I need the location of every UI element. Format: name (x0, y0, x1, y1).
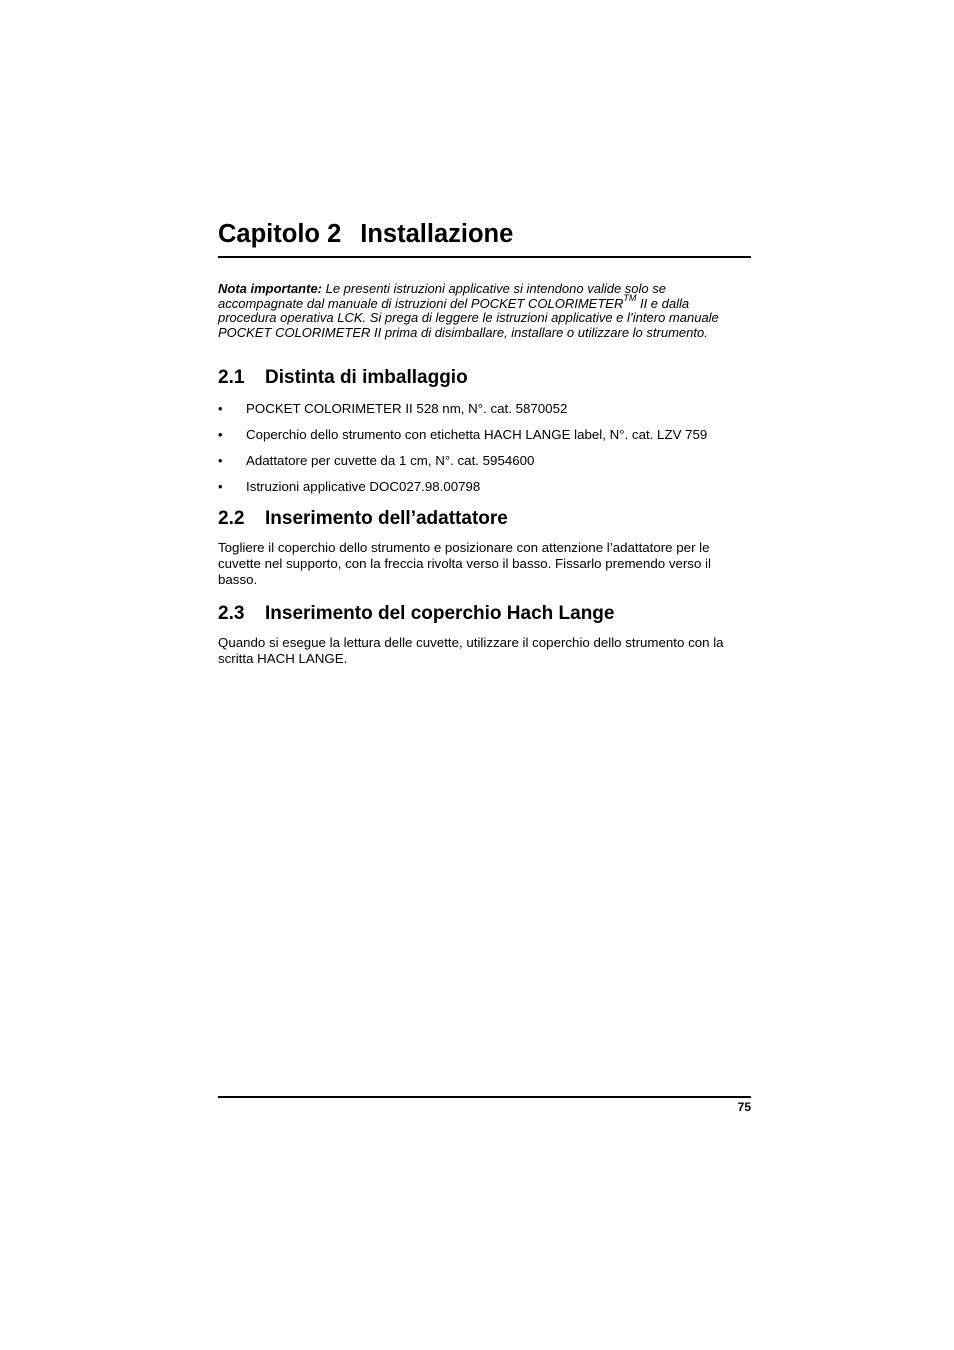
chapter-title (218, 218, 751, 250)
note-text-part2: II e dalla procedura operativa LCK. Si prega di leggere le istruzioni applicative e l’intero manuale POCKET COLORIMETER II prima di disimballare, installare o utilizzare lo strumento. (218, 295, 719, 340)
list-item-text: Coperchio dello strumento con etichetta HACH LANGE label, N°. cat. LZV 759 (246, 427, 708, 442)
list-item (218, 400, 751, 426)
bullet-icon: • (218, 401, 223, 416)
chapter-number: Capitolo 2 (218, 220, 342, 248)
section-body-2-3: Quando si esegue la lettura delle cuvette, utilizzare il coperchio dello strumento con la scritta HACH LANGE. (218, 635, 724, 666)
bullet-icon: • (218, 479, 223, 494)
section-heading-2-2 (218, 507, 751, 531)
list-item (218, 478, 751, 504)
section-heading-2-1 (218, 366, 751, 390)
note-lead: Nota importante: (218, 281, 322, 296)
section-title: Inserimento dell’adattatore (265, 508, 508, 529)
list-item-text: Adattatore per cuvette da 1 cm, N°. cat. 5954600 (246, 453, 535, 468)
section-heading-2-3 (218, 602, 751, 626)
section-number: 2.2 (218, 508, 245, 529)
list-item-text: POCKET COLORIMETER II 528 nm, N°. cat. 5870052 (246, 401, 568, 416)
page-number: 75 (737, 1100, 751, 1114)
chapter-name: Installazione (360, 220, 514, 248)
important-note (218, 282, 751, 340)
chapter-title-rule (218, 256, 751, 258)
bullet-icon: • (218, 427, 223, 442)
section-title: Inserimento del coperchio Hach Lange (265, 603, 615, 624)
packing-list (218, 400, 751, 504)
section-number: 2.3 (218, 603, 245, 624)
note-text-part1: Le presenti istruzioni applicative si intendono valide solo se accompagnate dal manuale di istruzioni del POCKET COLORIMETER (218, 281, 666, 311)
section-number: 2.1 (218, 367, 245, 388)
list-item (218, 452, 751, 478)
list-item-text: Istruzioni applicative DOC027.98.00798 (246, 479, 481, 494)
trademark-superscript: TM (623, 293, 637, 304)
bullet-icon: • (218, 453, 223, 468)
section-body-2-2: Togliere il coperchio dello strumento e posizionare con attenzione l’adattatore per le cuvette nel supporto, con la freccia rivolta verso il basso. Fissarlo premendo verso il basso. (218, 540, 711, 587)
list-item (218, 426, 751, 452)
footer-rule (218, 1096, 751, 1098)
section-title: Distinta di imballaggio (265, 367, 468, 388)
